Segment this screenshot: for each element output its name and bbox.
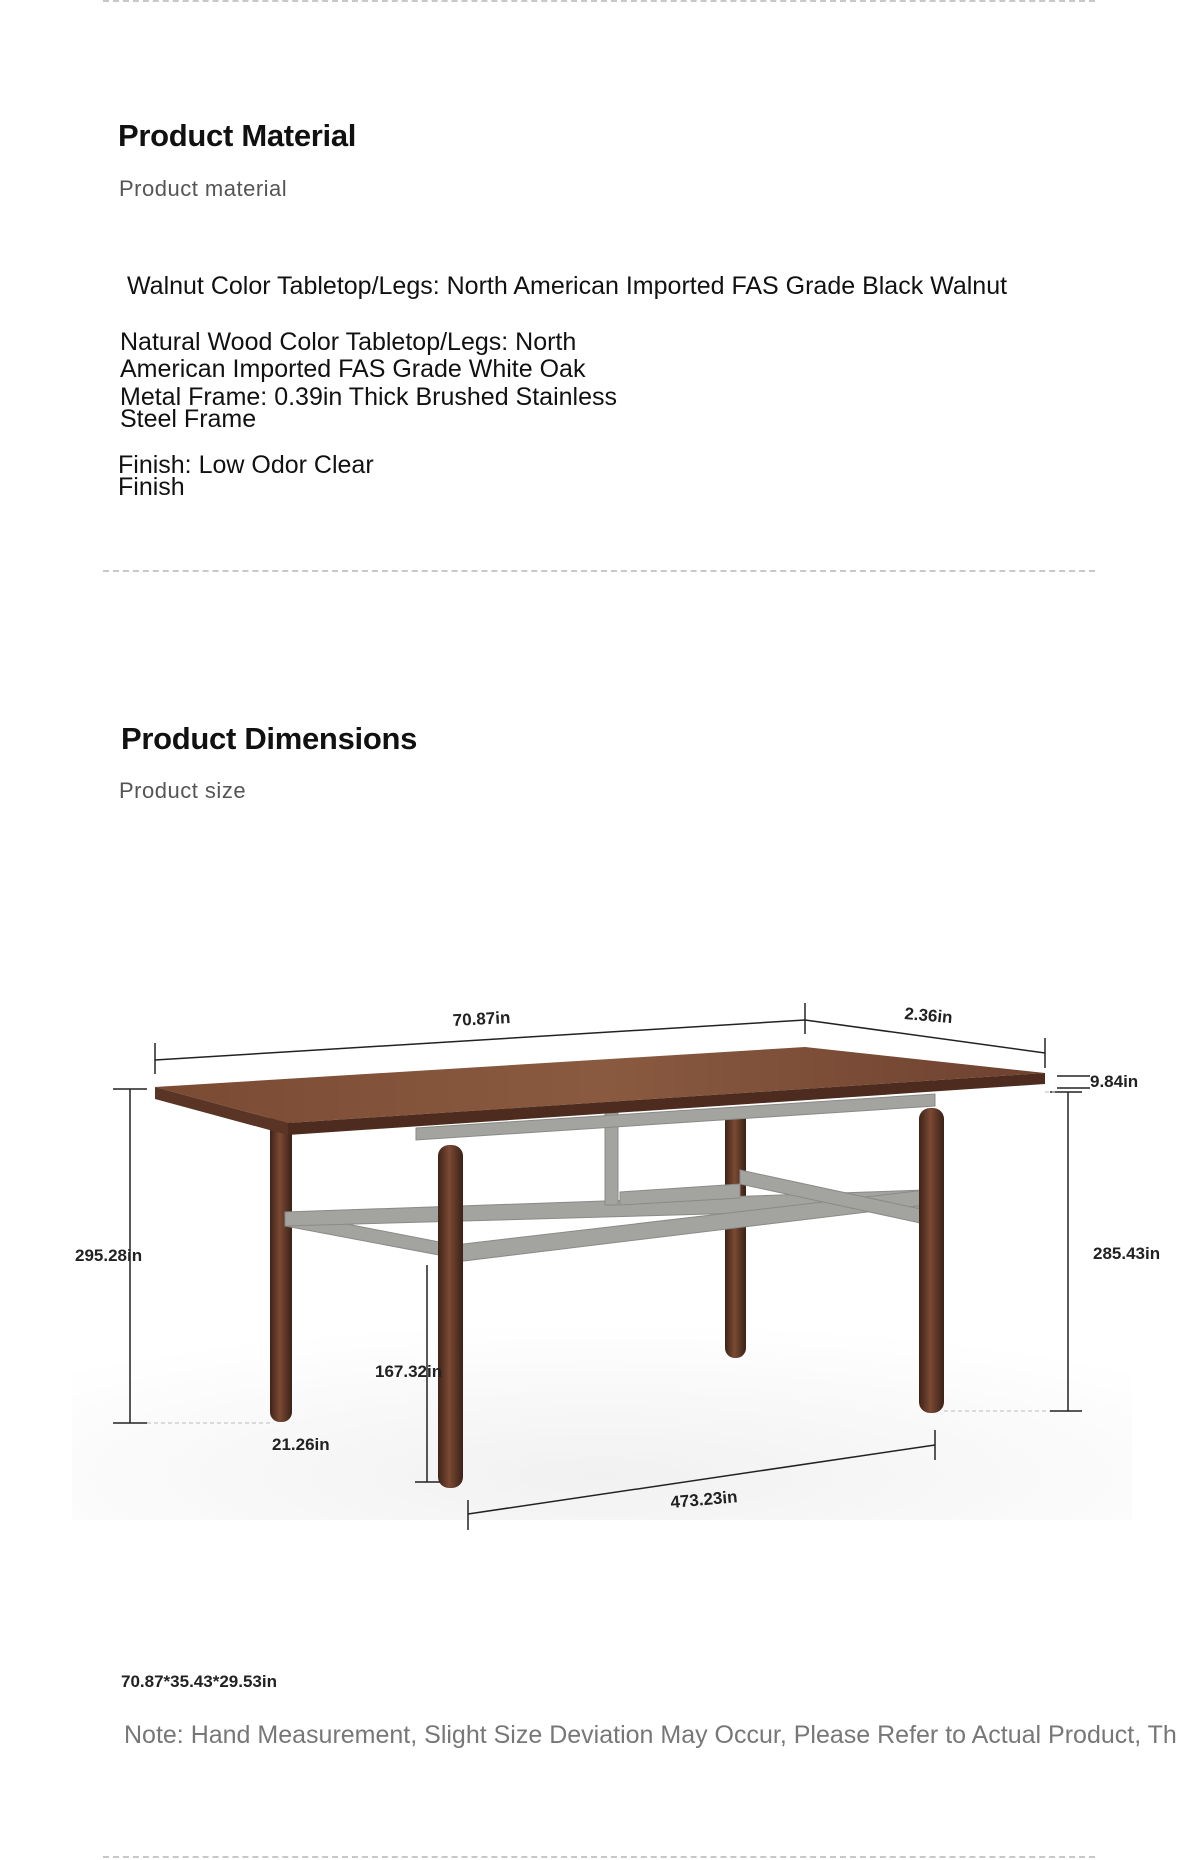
material-item-frame-line1: Metal Frame: 0.39in Thick Brushed Stainless — [120, 383, 617, 411]
material-subtitle: Product material — [119, 176, 288, 201]
material-item-walnut: Walnut Color Tabletop/Legs: North American Imported FAS Grade Black Walnut — [127, 272, 1008, 300]
dimensions-subtitle: Product size — [119, 778, 247, 803]
front-left-leg — [438, 1145, 463, 1488]
material-item-finish-line1: Finish: Low Odor Clear — [118, 451, 374, 479]
material-item-frame-line2: Steel Frame — [120, 405, 257, 433]
material-item-oak-line1: Natural Wood Color Tabletop/Legs: North — [120, 328, 577, 356]
table-dimension-diagram — [0, 960, 1200, 1540]
dim-label-length-bottom: 473.23in — [669, 1487, 739, 1512]
back-right-leg — [725, 1108, 746, 1358]
dim-label-thickness: 2.36in — [903, 1004, 954, 1028]
material-item-finish-line2: Finish — [118, 473, 185, 501]
dim-label-leg-height: 167.32in — [375, 1362, 443, 1381]
divider-middle — [103, 570, 1095, 572]
material-item-oak-line2: American Imported FAS Grade White Oak — [120, 355, 586, 383]
dim-label-edge: 9.84in — [1090, 1072, 1139, 1091]
dim-label-length-top: 70.87in — [452, 1008, 511, 1030]
back-left-leg — [270, 1110, 292, 1422]
measurement-note: Note: Hand Measurement, Slight Size Deviation May Occur, Please Refer to Actual Product, Th — [124, 1721, 1177, 1749]
front-right-leg — [919, 1108, 944, 1413]
floor-backdrop — [72, 1300, 1132, 1520]
dim-label-height-right: 285.43in — [1093, 1244, 1161, 1263]
size-summary: 70.87*35.43*29.53in — [121, 1672, 277, 1691]
dimensions-title: Product Dimensions — [121, 721, 418, 756]
dim-label-leg-offset: 21.26in — [272, 1435, 330, 1454]
dim-label-height-left: 295.28in — [75, 1246, 143, 1265]
divider-top — [103, 0, 1095, 2]
material-title: Product Material — [118, 118, 357, 153]
divider-bottom — [103, 1856, 1095, 1858]
